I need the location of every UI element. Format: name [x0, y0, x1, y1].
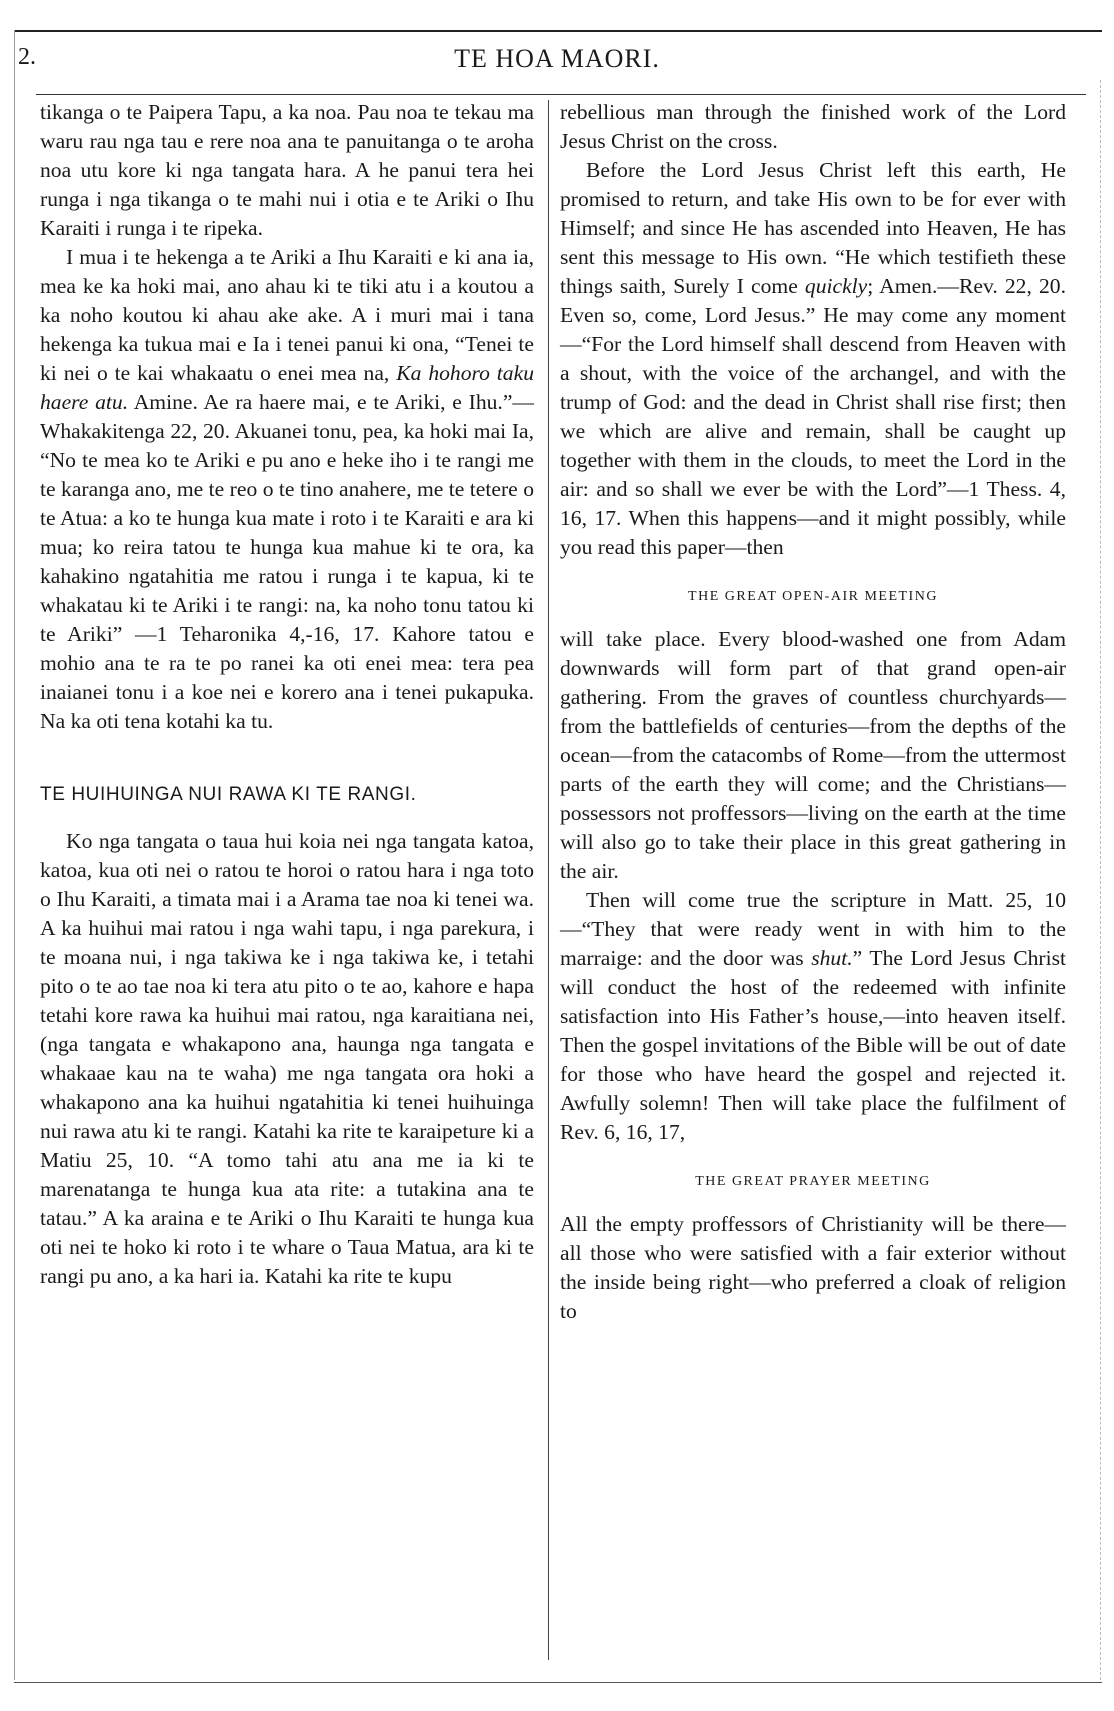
- right-paragraph-2-text-a: Before the Lord Jesus Christ left this earth, He promised to return, and take His own to be for ever with Himself; and since He has ascended into Heaven, He has sent this message to His own. “He which testifieth these things saith, Surely I come: [560, 158, 1066, 298]
- right-paragraph-4-text-b: ” The Lord Jesus Christ will conduct the host of the redeemed with infinite satisfaction into His Father’s house,—into heaven itself. Then the gospel invitations of the Bible will be out of date for those who have heard the gospel and rejected it. Awfully solemn! Then will take place the fulfilment of Rev. 6, 16, 17,: [560, 946, 1066, 1144]
- right-paragraph-4-italic: shut.: [811, 946, 853, 970]
- right-paragraph-3: will take place. Every blood-washed one from Adam downwards will form part of that grand open-air gathering. From the graves of countless churchyards—from the battlefields of centuries—from the depths of the ocean—from the catacombs of Rome—from the uttermost parts of the earth they will come; and the Christians—possessors not proffessors—living on the earth at the time will also go to take their place in this great gathering in the air.: [560, 627, 1066, 883]
- left-margin-rule: [14, 30, 15, 1680]
- right-paragraph-2-italic: quickly: [804, 274, 868, 298]
- left-section-heading: TE HUIHUINGA NUI RAWA KI TE RANGI.: [40, 784, 417, 805]
- right-paragraph-2: [560, 156, 1066, 562]
- left-paragraph-2-italic: Ka hohoro taku haere atu.: [40, 361, 534, 414]
- left-paragraph-1: tikanga o te Paipera Tapu, a ka noa. Pau noa te tekau ma waru rau nga tau e rere noa ana te panuitanga o te aroha noa utu kore ki nga tangata hara. A he panui tera hei runga i nga tikanga o te mahi nui i otia e te Ariki o Ihu Karaiti i runga i te ripeka.: [40, 100, 534, 240]
- page-title: TE HOA MAORI.: [454, 44, 660, 73]
- header-rule: [36, 94, 1086, 95]
- right-paragraph-1: rebellious man through the finished work of the Lord Jesus Christ on the cross.: [560, 100, 1066, 153]
- page-number: 2.: [18, 44, 36, 70]
- left-paragraph-2-text-a: I mua i te hekenga a te Ariki a Ihu Karaiti e ki ana ia, mea ke ka hoki mai, ano ahau ki te tiki atu i a koutou a ka noho koutou ki ahau ake ake. A i muri mai i tana hekenga ka tukua mai e Ia i tenei panui ki ona, “Tenei te ki nei o te kai whakaatu o enei mea na,: [40, 245, 534, 385]
- right-paragraph-2-text-b: ; Amen.—Rev. 22, 20. Even so, come, Lord Jesus.” He may come any moment—“For the Lord himself shall descend from Heaven with a shout, with the voice of the archangel, and with the trump of God: and the dead in Christ shall rise first; then we which are alive and remain, shall be caught up together with them in the clouds, to meet the Lord in the air: and so shall we ever be with the Lord”—1 Thess. 4, 16, 17. When this happens—and it might possibly, while you read this paper—then: [560, 274, 1066, 559]
- right-paragraph-4: [560, 886, 1066, 1147]
- left-paragraph-2: [40, 243, 534, 736]
- right-margin-rule: [1100, 80, 1101, 1680]
- open-air-meeting-heading: THE GREAT OPEN-AIR MEETING: [688, 589, 938, 604]
- right-paragraph-5: All the empty proffessors of Christianity will be there—all those who were satisfied with a fair exterior without the inside being right—who preferred a cloak of religion to: [560, 1212, 1066, 1323]
- left-paragraph-2-text-b: Amine. Ae ra haere mai, e te Ariki, e Ihu.”—Whakakitenga 22, 20. Akuanei tonu, pea, ka hoki mai Ia, “No te mea ko te Ariki e pu ano e heke iho i te rangi me te karanga ano, me te reo o te tino anahere, me te tetere o te Atua: a ko te hunga kua mate i roto i te Karaiti e ara ki mua; ko reira tatou te hunga kua mahue ki te ora, ka kahakino ngatahitia me ratou i runga i te kapua, ki te whakatau ki te Ariki i te rangi: na, ka noho tonu tatou ki te Ariki” —1 Teharonika 4,-16, 17. Kahore tatou e mohio ana te ra te po ranei ka oti enei mea: tera pea inaianei tonu i a koe nei e korero ana i tenei pukapuka. Na ka oti tena kotahi ka tu.: [40, 390, 534, 733]
- right-paragraph-4-text-a: Then will come true the scripture in Matt. 25, 10—“They that were ready went in with him to the marraige: and the door was: [560, 888, 1066, 970]
- left-column: [40, 98, 534, 1291]
- right-column: [560, 98, 1066, 1326]
- column-divider: [548, 100, 549, 1660]
- left-paragraph-3: Ko nga tangata o taua hui koia nei nga tangata katoa, katoa, kua oti nei o ratou te horoi o ratou hara i nga toto o Ihu Karaiti, a timata mai i a Arama tae noa ki tenei wa. A ka huihui mai ratou i nga wahi tapu, i nga parekura, i te moana nui, i nga takiwa ke i nga takiwa ke, i tetahi pito o te ao tae noa ki tera atu pito o te ao, kahore e hapa tetahi kore rawa ka huihui mai ratou, nga karaitiana nei, (nga tangata e whakapono ana, haunga nga tangata e whakaae kau na te waha) me nga tangata ora hoki a whakapono ana ka huihui ngatahitia ki tenei huihuinga nui rawa atu ki te rangi. Katahi ka rite te karaipeture ki a Matiu 25, 10. “A tomo tahi atu ana me ia ki te marenatanga te hunga kua ata rite: a tutakina ana te tatau.” A ka araina e te Ariki o Ihu Karaiti te hunga kua oti nei te hoko ki roto i te whare o Taua Matua, ara ki te rangi pu ano, a ka hari ia. Katahi ka rite te kupu: [40, 829, 534, 1288]
- prayer-meeting-heading: THE GREAT PRAYER MEETING: [695, 1174, 931, 1189]
